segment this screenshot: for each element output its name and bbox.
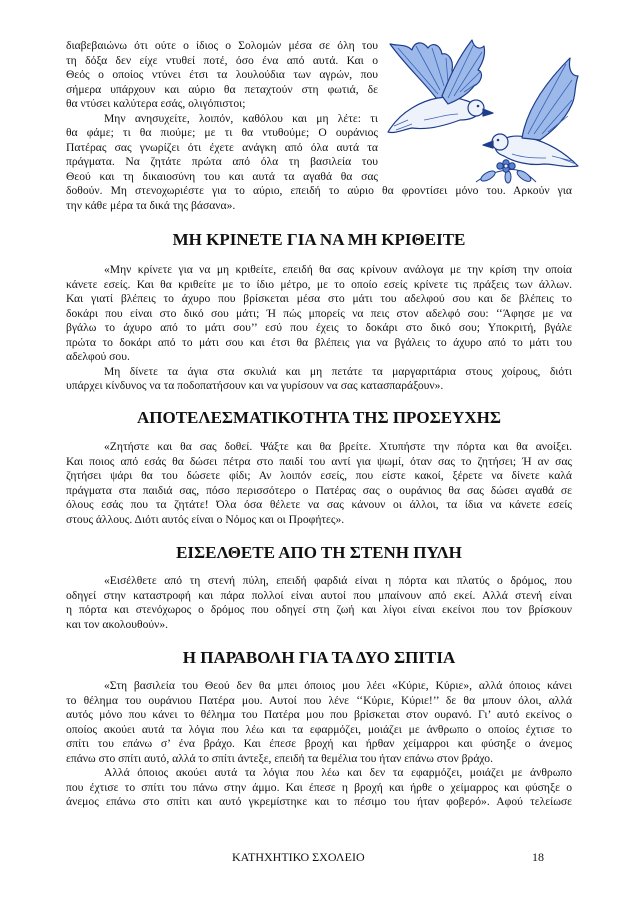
section-heading: Η ΠΑΡΑΒΟΛΗ ΓΙΑ ΤΑ ΔΥΟ ΣΠΙΤΙΑ [182, 648, 456, 667]
text-line: δοθούν. Μη στενοχωριέστε για το αύριο, επειδή το αύριο θα φροντίσει μόνο του. Αρκούν για [66, 184, 572, 197]
text-line: «Μην κρίνετε για να μη κριθείτε, επειδή θα σας κρίνουν ανάλογα με την κρίση την οποία [104, 263, 572, 276]
text-line: πράγματα στα παιδιά σας, πόσο περισσότερο ο Πατέρας σας ο ουράνιος θα σας δώσει αγαθά σε [66, 483, 572, 497]
section-text [66, 679, 572, 810]
intro-text [66, 39, 572, 213]
text-line: άνεμος επάνω στο σπίτι και αυτό γκρεμίστηκε και το πέσιμο του ήταν φοβερό». Αφού τελείωσε [66, 795, 572, 808]
text-line: πρώτα το δοκάρι από το μάτι σου και έτσι θα βλέπεις για να βγάλεις το άχυρο από το μάτι του [66, 335, 572, 349]
footer-title: ΚΑΤΗΧΗΤΙΚΟ ΣΧΟΛΕΙΟ [232, 850, 365, 864]
text-line: «Στη βασιλεία του Θεού δεν θα μπει όποιος μου λέει «Κύριε, Κύριε», αλλά όποιος κάνει [104, 679, 572, 692]
page-number: 18 [532, 850, 544, 864]
text-line: Και ποιος από εσάς θα δώσει πέτρα στο παιδί του αντί για ψωμί, όταν σας το ζητήσει; Ή αν σας [66, 454, 572, 468]
section-heading: ΜΗ ΚΡΙΝΕΤΕ ΓΙΑ ΝΑ ΜΗ ΚΡΙΘΕΙΤΕ [172, 230, 466, 249]
text-line: διαβεβαιώνω ότι ούτε ο ίδιος ο Σολομών μέσα σε όλη του [66, 39, 378, 52]
text-line: δοκάρι που είναι στο δικό σου μάτι; Ή πώς μπορείς να πεις στον αδελφό σου: ‘‘Άφησε με να [66, 306, 572, 320]
text-line: η πόρτα και στενόχωρος ο δρόμος που οδηγεί στη ζωή και λίγοι είναι εκείνοι που τον βρίσκουν [66, 603, 572, 616]
text-line: «Εισέλθετε από τη στενή πύλη, επειδή φαρδιά είναι η πόρτα και πλατύς ο δρόμος, που [104, 574, 572, 587]
text-line: που έχτισε το σπίτι του πάνω στην άμμο. Και έπεσε η βροχή και ήρθε ο χείμαρρος και φύσηξε ο [66, 780, 572, 794]
text-line: Μη δίνετε τα άγια στα σκυλιά και μη πετάτε τα μαργαριτάρια στους χοίρους, διότι [104, 364, 572, 378]
text-line: σήμερα υπάρχουν και αύριο θα πεταχτούν στη φωτιά, δε [66, 82, 378, 96]
text-line: την κάθε μέρα τα δικά της βάσανα». [66, 198, 236, 212]
text-line: σπίτι του επάνω σ’ ένα βράχο. Και έπεσε βροχή και ήρθαν χείμαρροι και φύσηξε ο άνεμος [66, 737, 572, 750]
text-line: επάνω στο σπίτι αυτό, αλλά το σπίτι άντεξε, επειδή τα θεμέλια του ήταν επάνω στον βράχο. [66, 751, 493, 765]
text-line: το θέλημα του ουράνιου Πατέρα μου. Αυτοί που λένε ‘‘Κύριε, Κύριε!’’ δε θα μπουν όλοι, αλλά [66, 693, 572, 707]
text-line: βγάλω το άχυρο από το μάτι σου’’ εσύ που έχεις το δοκάρι στο δικό σου; Υποκριτή, βγάλε [66, 321, 572, 334]
section-heading: ΑΠΟΤΕΛΕΣΜΑΤΙΚΟΤΗΤΑ ΤΗΣ ΠΡΟΣΕΥΧΗΣ [136, 408, 501, 427]
text-line: κάνετε εσείς. Και θα κριθείτε με το ίδιο μέτρο, με το οποίο εσείς κρίνετε τις πράξεις των άλλων. [66, 277, 572, 291]
section-text [66, 574, 572, 632]
text-line: Θεός ο οποίος ντύνει έτσι τα λουλούδια των αγρών, που [66, 68, 378, 81]
section-heading: ΕΙΣΕΛΘΕΤΕ ΑΠΟ ΤΗ ΣΤΕΝΗ ΠΥΛΗ [176, 543, 462, 562]
text-line: ζητήσει ψάρι θα του δώσετε φίδι; Αν λοιπόν εσείς, που είστε κακοί, ξέρετε να δίνετε καλά [66, 469, 572, 482]
text-line: τη δόξα δεν είχε ντυθεί ποτέ, όσο ένα από αυτά. Και ο [66, 53, 378, 67]
text-line: οδηγεί στην καταστροφή και πάρα πολλοί είναι αυτοί που μπαίνουν από εκεί. Αλλά στενή είναι [66, 588, 572, 602]
text-line: όλους εσάς που τα ζητάτε! Όλα όσα θέλετε να σας κάνουν οι άλλοι, τα ίδια να κάνετε εσείς [66, 498, 572, 511]
section-text [66, 263, 572, 394]
text-line: αυτός μόνο που κάνει το θέλημα του Πατέρα μου που βρίσκεται στον ουρανό. Γι’ αυτό εκείνος ο [66, 708, 572, 721]
text-line: οποίος ακούει αυτά τα λόγια που λέω και τα εφαρμόζει, μοιάζει με άνθρωπο ο οποίος έχτισε το [66, 722, 572, 736]
text-line: Αλλά όποιος ακούει αυτά τα λόγια που λέω και δεν τα εφαρμόζει, μοιάζει με άνθρωπο [104, 766, 572, 779]
text-line: πράγματα. Να ζητάτε πρώτα από όλα τη βασιλεία του [66, 155, 378, 168]
text-line: υπάρχει κίνδυνος να τα ποδοπατήσουν και να γυρίσουν να σας κατασπαράξουν». [66, 379, 444, 392]
text-line: θα ντύσει καλύτερα εσάς, ολιγόπιστοι; [66, 97, 246, 110]
section-text [66, 440, 572, 527]
text-line: Και γιατί βλέπεις το άχυρο που βρίσκεται μέσα στο μάτι του αδελφού σου και δε βλέπεις το [66, 292, 572, 305]
text-line: και τον ακολουθούν». [66, 617, 169, 631]
text-line: αδελφού σου. [66, 350, 130, 363]
text-line: «Ζητήστε και θα σας δοθεί. Ψάξτε και θα βρείτε. Χτυπήστε την πόρτα και θα ανοίξει. [104, 440, 572, 453]
text-line: Πατέρας σας γνωρίζει ότι έχετε ανάγκη από όλα αυτά τα [66, 140, 378, 154]
text-line: Θεού και τη δικαιοσύνη του και αυτά τα αγαθά θα σας [66, 169, 378, 183]
text-line: στους άλλους. Διότι αυτός είναι ο Νόμος και οι Προφήτες». [66, 512, 345, 526]
text-line: θα φάμε; τι θα πιούμε; με τι θα ντυθούμε; Ο ουράνιος [66, 126, 378, 139]
text-line: Μην ανησυχείτε, λοιπόν, καθόλου και μη λέτε: τι [104, 111, 378, 125]
